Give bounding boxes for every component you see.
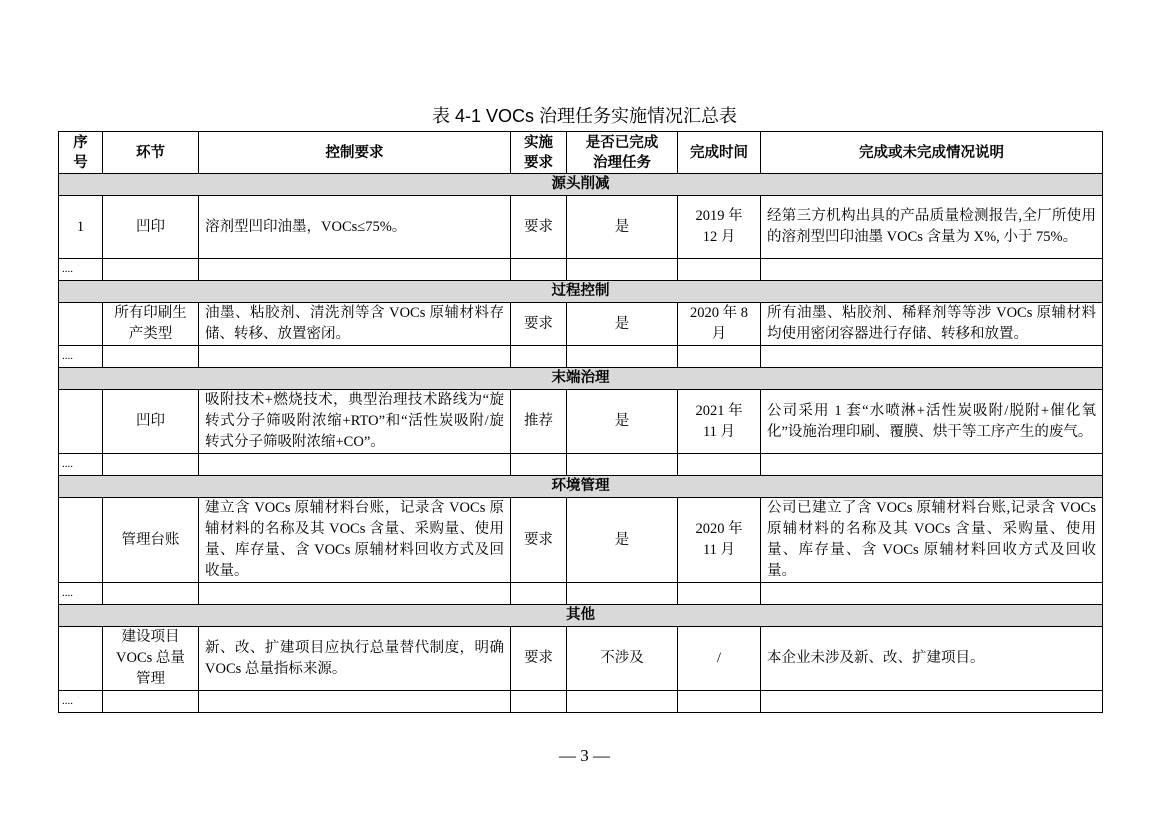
cell-done: 是 [567,196,678,259]
section-row [59,368,1103,390]
section-title: 源头削减 [59,174,1103,196]
col-header-stage: 环节 [103,132,199,174]
col-header-impl: 实施要求 [511,132,567,174]
cell-note: 所有油墨、粘胶剂、稀释剂等等涉 VOCs 原辅材料均使用密闭容器进行存储、转移和放置。 [761,303,1103,346]
section-title: 末端治理 [59,368,1103,390]
col-header-requirement: 控制要求 [199,132,511,174]
cell-impl: 要求 [511,498,567,583]
table-row [59,303,1103,346]
col-header-no: 序号 [59,132,103,174]
cell-stage: 凹印 [103,390,199,454]
cell-impl: 要求 [511,303,567,346]
cell-no [59,627,103,691]
col-header-done: 是否已完成治理任务 [567,132,678,174]
cell-impl: 要求 [511,196,567,259]
cell-done: 是 [567,390,678,454]
cell-stage: 凹印 [103,196,199,259]
section-title: 环境管理 [59,476,1103,498]
cell-no: 1 [59,196,103,259]
section-row [59,174,1103,196]
cell-time: 2021 年 11 月 [678,390,761,454]
cell-done: 是 [567,303,678,346]
cell-time: / [678,627,761,691]
cell-no [59,390,103,454]
ellipsis: .... [59,691,103,713]
ellipsis-row [59,454,1103,476]
cell-requirement: 吸附技术+燃烧技术，典型治理技术路线为“旋转式分子筛吸附浓缩+RTO”和“活性炭吸附/旋转式分子筛吸附浓缩+CO”。 [199,390,511,454]
cell-no [59,498,103,583]
col-header-note: 完成或未完成情况说明 [761,132,1103,174]
ellipsis: .... [59,346,103,368]
cell-requirement: 油墨、粘胶剂、清洗剂等含 VOCs 原辅材料存储、转移、放置密闭。 [199,303,511,346]
cell-note: 公司已建立了含 VOCs 原辅材料台账,记录含 VOCs 原辅材料的名称及其 VOCs 含量、采购量、使用量、库存量、含 VOCs 原辅材料回收方式及回收量。 [761,498,1103,583]
cell-done: 不涉及 [567,627,678,691]
cell-no [59,303,103,346]
section-title: 其他 [59,605,1103,627]
cell-requirement: 建立含 VOCs 原辅材料台账，记录含 VOCs 原辅材料的名称及其 VOCs 含量、采购量、使用量、库存量、含 VOCs 原辅材料回收方式及回收量。 [199,498,511,583]
section-row [59,476,1103,498]
cell-done: 是 [567,498,678,583]
cell-impl: 推荐 [511,390,567,454]
cell-time: 2020 年 8 月 [678,303,761,346]
section-row [59,281,1103,303]
ellipsis: .... [59,454,103,476]
ellipsis-row [59,259,1103,281]
ellipsis-row [59,346,1103,368]
ellipsis-row [59,583,1103,605]
table-row [59,196,1103,259]
cell-time: 2020 年 11 月 [678,498,761,583]
header-row [59,132,1103,174]
table-row [59,498,1103,583]
col-header-time: 完成时间 [678,132,761,174]
cell-requirement: 新、改、扩建项目应执行总量替代制度，明确 VOCs 总量指标来源。 [199,627,511,691]
cell-note: 本企业未涉及新、改、扩建项目。 [761,627,1103,691]
cell-impl: 要求 [511,627,567,691]
cell-requirement: 溶剂型凹印油墨，VOCs≤75%。 [199,196,511,259]
page-number: — 3 — [559,746,610,765]
cell-note: 公司采用 1 套“水喷淋+活性炭吸附/脱附+催化氧化”设施治理印刷、覆膜、烘干等工序产生的废气。 [761,390,1103,454]
voc-summary-table [58,131,1103,713]
cell-stage: 所有印刷生产类型 [103,303,199,346]
table-title: 表 4-1 VOCs 治理任务实施情况汇总表 [431,106,738,126]
table-row [59,390,1103,454]
cell-stage: 管理台账 [103,498,199,583]
ellipsis-row [59,691,1103,713]
cell-time: 2019 年 12 月 [678,196,761,259]
ellipsis: .... [59,583,103,605]
cell-stage: 建设项目 VOCs 总量管理 [103,627,199,691]
cell-note: 经第三方机构出具的产品质量检测报告,全厂所使用的溶剂型凹印油墨 VOCs 含量为 X%, 小于 75%。 [761,196,1103,259]
ellipsis: .... [59,259,103,281]
section-title: 过程控制 [59,281,1103,303]
table-row [59,627,1103,691]
section-row [59,605,1103,627]
